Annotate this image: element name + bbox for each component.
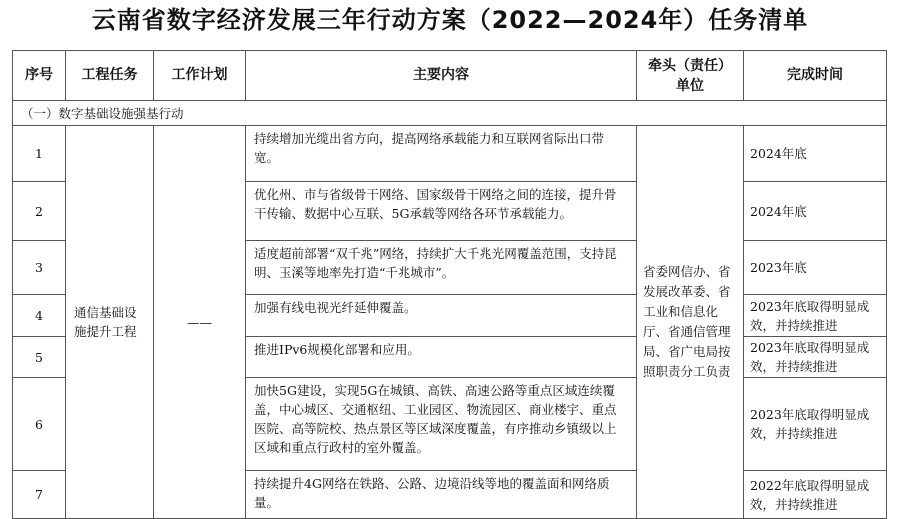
row-content: 持续增加光缆出省方向，提高网络承载能力和互联网省际出口带宽。 [246,126,637,182]
row-content: 优化州、市与省级骨干网络、国家级骨干网络之间的连接，提升骨干传输、数据中心互联、5G承载等网络各环节承载能力。 [246,182,637,241]
row-deadline: 2023年底取得明显成效，并持续推进 [744,337,887,378]
row-number: 3 [13,241,66,295]
work-plan: —— [154,126,246,519]
header-lead-line2: 单位 [676,77,704,94]
header-row [13,51,887,101]
row-content: 推进IPv6规模化部署和应用。 [246,337,637,378]
row-number: 7 [13,471,66,519]
header-deadline: 完成时间 [744,51,887,101]
row-deadline: 2022年底取得明显成效，并持续推进 [744,471,887,519]
task-table [12,50,887,519]
header-no: 序号 [13,51,66,101]
row-deadline: 2023年底取得明显成效，并持续推进 [744,378,887,471]
row-deadline: 2024年底 [744,126,887,182]
row-deadline: 2024年底 [744,182,887,241]
row-number: 6 [13,378,66,471]
project-name: 通信基础设施提升工程 [66,126,154,519]
header-plan: 工作计划 [154,51,246,101]
header-content: 主要内容 [246,51,637,101]
table-row [13,126,887,182]
document-title: 云南省数字经济发展三年行动方案（2022—2024年）任务清单 [91,6,809,34]
section-row [13,101,887,126]
row-deadline: 2023年底 [744,241,887,295]
row-content: 适度超前部署“双千兆”网络，持续扩大千兆光网覆盖范围，支持昆明、玉溪等地率先打造“千兆城市”。 [246,241,637,295]
lead-unit: 省委网信办、省发展改革委、省工业和信息化厅、省通信管理局、省广电局按照职责分工负责 [637,126,744,519]
header-project: 工程任务 [66,51,154,101]
row-number: 4 [13,295,66,337]
row-deadline: 2023年底取得明显成效，并持续推进 [744,295,887,337]
row-number: 2 [13,182,66,241]
section-title: （一）数字基础设施强基行动 [13,101,887,126]
row-number: 1 [13,126,66,182]
row-content: 持续提升4G网络在铁路、公路、边境沿线等地的覆盖面和网络质量。 [246,471,637,519]
row-number: 5 [13,337,66,378]
header-lead-line1: 牵头（责任） [648,57,732,74]
row-content: 加强有线电视光纤延伸覆盖。 [246,295,637,337]
row-content: 加快5G建设，实现5G在城镇、高铁、高速公路等重点区域连续覆盖，中心城区、交通枢纽、工业园区、物流园区、商业楼宇、重点医院、高等院校、热点景区等区域深度覆盖，有序推动乡镇级以上区域和重点行政村的室外覆盖。 [246,378,637,471]
header-lead [637,51,744,101]
